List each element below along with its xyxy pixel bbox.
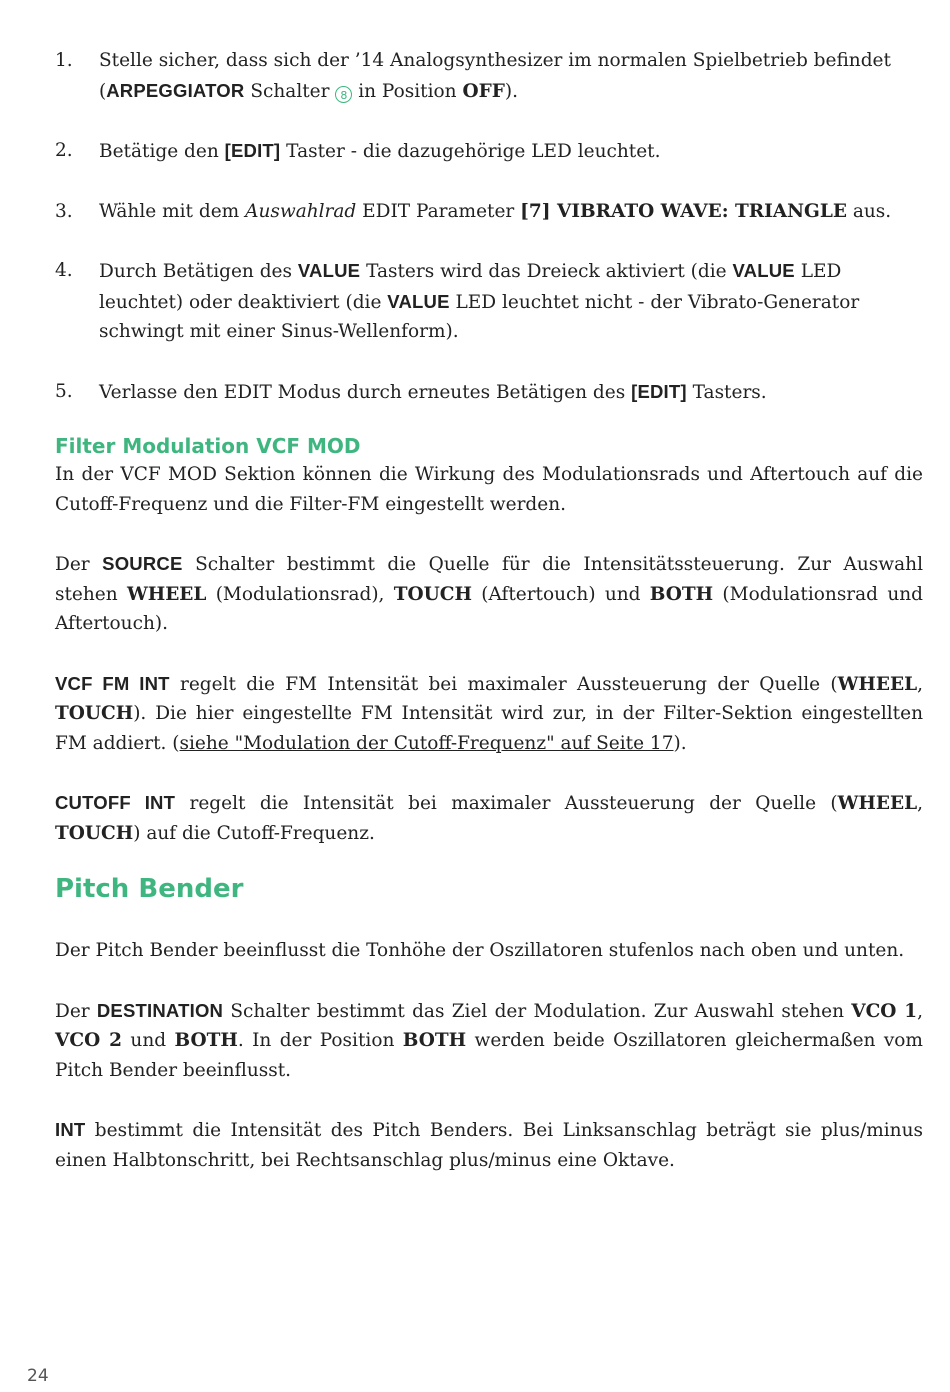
step-text: Tasters wird das Dreieck aktiviert (die: [360, 261, 733, 282]
paragraph-int: [55, 1115, 923, 1175]
value-label: VALUE: [387, 290, 450, 312]
text-run: Der: [55, 1000, 97, 1022]
text-run: ,: [917, 673, 923, 695]
vibrato-wave-label: [7] VIBRATO WAVE: TRIANGLE: [520, 200, 847, 222]
paragraph-vcf-fm-int: [55, 669, 923, 759]
step-list: [55, 46, 923, 437]
step-number: 3.: [55, 200, 73, 222]
arpeggiator-label: ARPEGGIATOR: [106, 79, 245, 101]
text-run: regelt die FM Intensität bei maximaler Aussteuerung der Quelle (: [169, 673, 838, 695]
text-run: (Modulationsrad und Aftertouch).: [55, 583, 923, 634]
text-run: Der: [55, 554, 103, 575]
step-text: Verlasse den EDIT Modus durch erneutes Betätigen des: [99, 381, 632, 403]
vcf-fm-int-label: VCF FM INT: [55, 672, 170, 694]
list-item: [55, 256, 923, 347]
text-run: regelt die Intensität bei maximaler Aussteuerung der Quelle (: [175, 793, 838, 814]
touch-label: TOUCH: [55, 822, 134, 844]
text-run: Schalter bestimmt die Quelle für die Intensitätssteuerung. Zur Auswahl stehen: [55, 554, 923, 605]
wheel-label: WHEEL: [837, 793, 918, 814]
int-label: INT: [55, 1119, 86, 1140]
wheel-label: WHEEL: [837, 673, 918, 695]
step-text: aus.: [846, 200, 892, 222]
step-number: 5.: [55, 380, 73, 402]
value-label: VALUE: [297, 260, 361, 281]
list-item: [55, 136, 923, 167]
text-run: ,: [917, 1000, 923, 1022]
control-number-badge: 8: [335, 86, 352, 103]
list-item: [55, 46, 923, 106]
step-text: EDIT Parameter: [356, 200, 521, 222]
paragraph-vcf-intro: In der VCF MOD Sektion können die Wirkung des Modulationsrads und Aftertouch auf die Cutoff-Frequenz und die Filter-FM eingestellt werden.: [55, 464, 923, 515]
value-label: VALUE: [732, 260, 795, 281]
step-text: Schalter: [244, 80, 336, 102]
source-label: SOURCE: [102, 553, 183, 574]
vcf-mod-section: [55, 432, 923, 878]
text-run: ).: [673, 732, 687, 754]
text-run: (Aftertouch) und: [471, 583, 650, 605]
step-text: Taster - die dazugehörige LED leuchtet.: [280, 141, 661, 162]
wheel-label: WHEEL: [126, 583, 207, 605]
paragraph-pitch-intro: Der Pitch Bender beeinflusst die Tonhöhe der Oszillatoren stufenlos nach oben und unten.: [55, 940, 905, 961]
step-text: Betätige den: [99, 141, 225, 162]
text-run: ). Die hier eingestellte FM Intensität wird zur, in der Filter-Sektion eingestellten FM addiert. (: [55, 703, 923, 754]
paragraph-destination: [55, 996, 923, 1086]
paragraph-source: [55, 549, 923, 639]
touch-label: TOUCH: [393, 583, 472, 605]
page-number: 24: [27, 1366, 49, 1386]
paragraph-cutoff-int: [55, 788, 923, 848]
step-text: Stelle sicher, dass sich der ’14 Analogsynthesizer im normalen Spielbetrieb befindet (: [99, 50, 891, 102]
list-item: [55, 197, 923, 227]
text-run: bestimmt die Intensität des Pitch Benders. Bei Linksanschlag beträgt sie plus/minus einen Halbtonschritt, bei Rechtsanschlag plus/minus eine Oktave.: [55, 1120, 923, 1171]
pitch-bender-section: [55, 872, 923, 1205]
text-run: und: [122, 1030, 175, 1051]
section-heading-vcf-mod: Filter Modulation VCF MOD: [55, 434, 361, 458]
step-number: 1.: [55, 50, 73, 71]
text-run: ,: [917, 793, 923, 814]
edit-label: [EDIT]: [224, 140, 281, 161]
both-label: BOTH: [402, 1030, 467, 1051]
destination-label: DESTINATION: [96, 999, 224, 1021]
step-text: Wähle mit dem: [99, 200, 246, 222]
cutoff-int-label: CUTOFF INT: [55, 792, 176, 813]
text-run: ) auf die Cutoff-Frequenz.: [133, 822, 375, 844]
text-run: Schalter bestimmt das Ziel der Modulation. Zur Auswahl stehen: [223, 1000, 852, 1022]
step-number: 2.: [55, 140, 73, 161]
step-text: ).: [504, 80, 518, 102]
step-text: Durch Betätigen des: [99, 261, 298, 282]
edit-label: [EDIT]: [631, 380, 687, 402]
vco1-label: VCO 1: [851, 1000, 918, 1022]
list-item: [55, 377, 923, 408]
step-text: LED leuchtet nicht - der Vibrato-Generator schwingt mit einer Sinus-Wellenform).: [99, 291, 860, 342]
step-number: 4.: [55, 260, 73, 281]
vco2-label: VCO 2: [55, 1030, 123, 1051]
step-text: Tasters.: [686, 381, 767, 403]
touch-label: TOUCH: [55, 703, 134, 724]
text-run: (Modulationsrad),: [206, 583, 394, 605]
both-label: BOTH: [649, 583, 714, 605]
text-run: . In der Position: [237, 1030, 403, 1051]
cross-reference-link[interactable]: siehe "Modulation der Cutoff-Frequenz" auf Seite 17: [179, 732, 674, 754]
auswahlrad-term: Auswahlrad: [245, 200, 357, 222]
text-run: werden beide Oszillatoren gleichermaßen vom Pitch Bender beeinflusst.: [55, 1030, 923, 1081]
both-label: BOTH: [174, 1030, 238, 1051]
step-text: in Position: [352, 80, 463, 102]
section-heading-pitch-bender: Pitch Bender: [55, 874, 244, 904]
off-label: OFF: [462, 80, 505, 102]
step-text: LED leuchtet) oder deaktiviert (die: [99, 261, 842, 313]
